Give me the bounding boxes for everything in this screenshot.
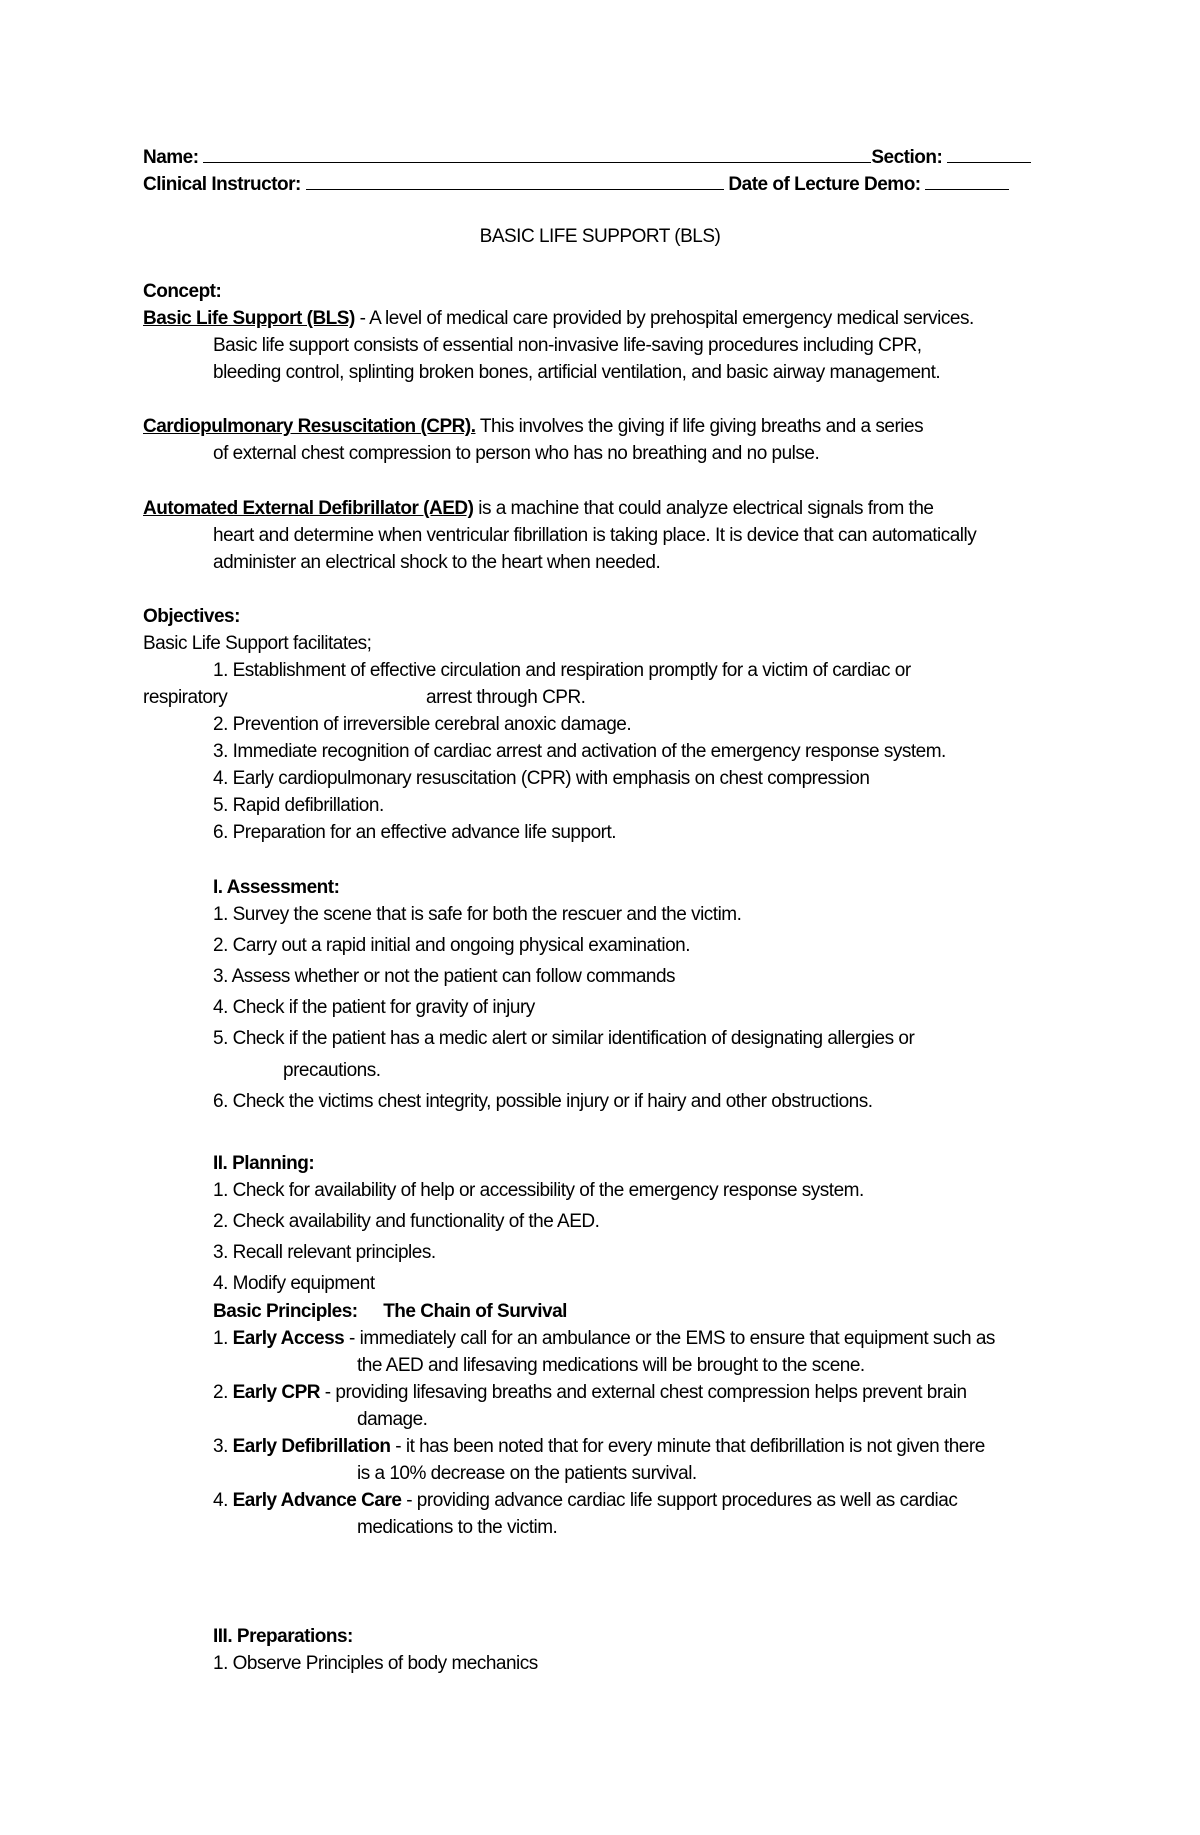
objectives-intro: Basic Life Support facilitates; — [143, 633, 372, 654]
chain-item-1-num: 1. — [213, 1328, 233, 1349]
chain-item-4 — [213, 1489, 957, 1513]
bls-term: Basic Life Support (BLS) — [143, 308, 355, 329]
chain-item-3-num: 3. — [213, 1436, 233, 1457]
assessment-item-6: 6. Check the victims chest integrity, possible injury or if hairy and other obstructions. — [213, 1091, 873, 1112]
objective-item-3: 3. Immediate recognition of cardiac arrest and activation of the emergency response system. — [213, 741, 946, 762]
aed-line-2: heart and determine when ventricular fibrillation is taking place. It is device that can automatically — [213, 525, 977, 546]
assessment-item-2: 2. Carry out a rapid initial and ongoing physical examination. — [213, 935, 691, 956]
bls-line-3: bleeding control, splinting broken bones, artificial ventilation, and basic airway management. — [213, 362, 941, 383]
aed-line-3: administer an electrical shock to the heart when needed. — [213, 552, 661, 573]
chain-item-1 — [213, 1327, 995, 1351]
name-label: Name: — [143, 147, 199, 168]
planning-item-2: 2. Check availability and functionality of the AED. — [213, 1211, 600, 1232]
chain-item-4-term: Early Advance Care — [232, 1490, 402, 1511]
name-blank — [203, 144, 871, 163]
assessment-heading: I. Assessment: — [213, 877, 340, 898]
chain-item-4-num: 4. — [213, 1490, 233, 1511]
preparations-item-1: 1. Observe Principles of body mechanics — [213, 1653, 538, 1674]
cpr-line-1: This involves the giving if life giving breaths and a series — [475, 416, 924, 437]
objective-item-1: 1. Establishment of effective circulation and respiration promptly for a victim of cardiac or — [213, 660, 911, 681]
objectives-heading: Objectives: — [143, 606, 240, 627]
bls-definition — [143, 307, 974, 331]
chain-item-3-term: Early Defibrillation — [232, 1436, 391, 1457]
chain-item-4-text: - providing advance cardiac life support procedures as well as cardiac — [401, 1490, 958, 1511]
chain-item-3 — [213, 1435, 985, 1459]
chain-item-1-term: Early Access — [232, 1328, 345, 1349]
aed-line-1: is a machine that could analyze electrical signals from the — [473, 498, 934, 519]
concept-heading: Concept: — [143, 281, 222, 302]
date-blank — [925, 171, 1009, 190]
chain-item-2-text: - providing lifesaving breaths and external chest compression helps prevent brain — [320, 1382, 967, 1403]
chain-item-2-term: Early CPR — [232, 1382, 320, 1403]
planning-item-3: 3. Recall relevant principles. — [213, 1242, 436, 1263]
preparations-heading: III. Preparations: — [213, 1626, 353, 1647]
basic-principles-label: Basic Principles: — [213, 1301, 358, 1322]
assessment-item-3: 3. Assess whether or not the patient can follow commands — [213, 966, 676, 987]
planning-item-1: 1. Check for availability of help or accessibility of the emergency response system. — [213, 1180, 864, 1201]
chain-item-2 — [213, 1381, 967, 1405]
name-line — [143, 144, 1031, 170]
objective-item-4: 4. Early cardiopulmonary resuscitation (CPR) with emphasis on chest compression — [213, 768, 870, 789]
instructor-line — [143, 171, 1009, 197]
cpr-line-2: of external chest compression to person who has no breathing and no pulse. — [213, 443, 820, 464]
chain-item-2-num: 2. — [213, 1382, 233, 1403]
bls-line-2: Basic life support consists of essential non-invasive life-saving procedures including CPR, — [213, 335, 922, 356]
aed-definition — [143, 497, 933, 521]
objective-item-1-cont: respiratory — [143, 687, 228, 708]
objective-item-2: 2. Prevention of irreversible cerebral anoxic damage. — [213, 714, 632, 735]
assessment-item-5: 5. Check if the patient has a medic alert or similar identification of designating allergies or — [213, 1028, 915, 1049]
chain-item-2-cont: damage. — [357, 1409, 428, 1430]
cpr-definition — [143, 415, 923, 439]
assessment-item-1: 1. Survey the scene that is safe for both the rescuer and the victim. — [213, 904, 742, 925]
chain-item-4-cont: medications to the victim. — [357, 1517, 558, 1538]
basic-principles-line — [213, 1300, 567, 1324]
chain-item-3-text: - it has been noted that for every minute that defibrillation is not given there — [390, 1436, 985, 1457]
bls-line-1: - A level of medical care provided by prehospital emergency medical services. — [354, 308, 974, 329]
chain-item-3-cont: is a 10% decrease on the patients survival. — [357, 1463, 697, 1484]
page-title: BASIC LIFE SUPPORT (BLS) — [479, 226, 721, 247]
chain-item-1-cont: the AED and lifesaving medications will be brought to the scene. — [357, 1355, 865, 1376]
chain-item-1-text: - immediately call for an ambulance or the EMS to ensure that equipment such as — [344, 1328, 995, 1349]
objective-item-6: 6. Preparation for an effective advance life support. — [213, 822, 617, 843]
assessment-item-5-cont: precautions. — [283, 1060, 381, 1081]
date-label: Date of Lecture Demo: — [728, 174, 921, 195]
section-label: Section: — [871, 147, 943, 168]
planning-heading: II. Planning: — [213, 1153, 315, 1174]
planning-item-4: 4. Modify equipment — [213, 1273, 375, 1294]
objective-item-5: 5. Rapid defibrillation. — [213, 795, 384, 816]
cpr-term: Cardiopulmonary Resuscitation (CPR). — [143, 416, 476, 437]
assessment-item-4: 4. Check if the patient for gravity of injury — [213, 997, 535, 1018]
aed-term: Automated External Defibrillator (AED) — [143, 498, 474, 519]
chain-of-survival-title: The Chain of Survival — [383, 1301, 567, 1322]
clinical-instructor-label: Clinical Instructor: — [143, 174, 301, 195]
section-blank — [947, 144, 1031, 163]
instructor-blank — [306, 171, 724, 190]
objective-item-1-end: arrest through CPR. — [426, 687, 586, 708]
